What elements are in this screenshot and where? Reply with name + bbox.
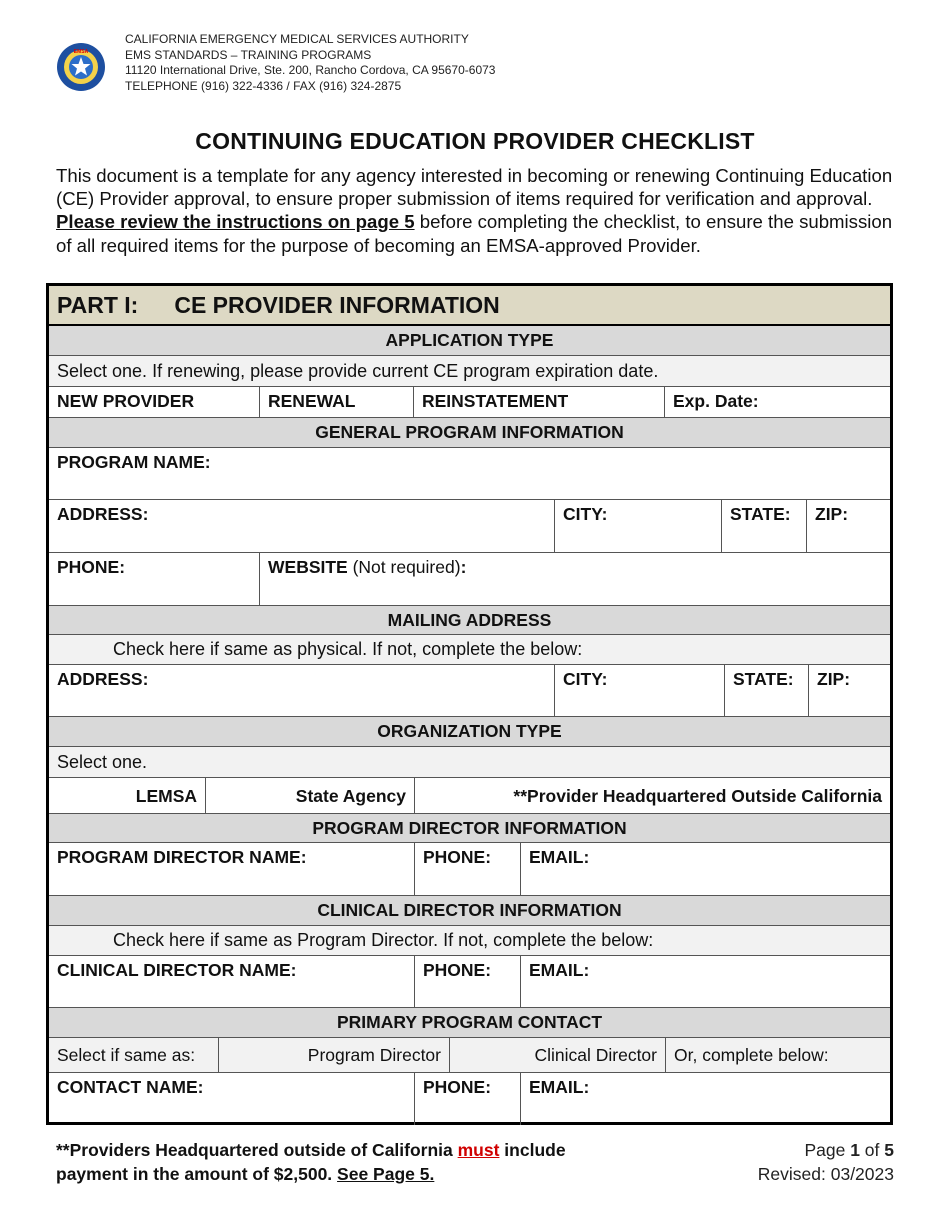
section-program-director: PROGRAM DIRECTOR INFORMATION — [49, 814, 890, 843]
page-title: CONTINUING EDUCATION PROVIDER CHECKLIST — [195, 128, 755, 154]
org-name: CALIFORNIA EMERGENCY MEDICAL SERVICES AUTHORITY — [125, 32, 469, 46]
section-primary-contact: PRIMARY PROGRAM CONTACT — [49, 1008, 890, 1038]
state-field[interactable]: STATE: — [722, 500, 807, 552]
lemsa-option[interactable]: LEMSA — [49, 778, 206, 813]
org-phone: TELEPHONE (916) 322-4336 / FAX (916) 324-2875 — [125, 78, 402, 93]
mailing-zip-field[interactable]: ZIP: — [817, 669, 851, 689]
program-name-field[interactable]: PROGRAM NAME: — [57, 452, 211, 472]
same-as-label: Select if same as: — [49, 1038, 219, 1072]
footer-note: **Providers Headquartered outside of California must include payment in the amount of $2,500. See Page 5. — [56, 1140, 566, 1184]
clinical-same-checkbox[interactable]: Check here if same as Program Director. If not, complete the below: — [49, 926, 890, 956]
mailing-state-field[interactable]: STATE: — [725, 665, 809, 716]
application-type-options — [49, 387, 890, 418]
zip-field[interactable]: ZIP: — [815, 504, 849, 524]
outside-california-option[interactable]: **Provider Headquartered Outside California — [513, 786, 882, 806]
city-field[interactable]: CITY: — [555, 500, 722, 552]
emsa-seal-icon — [56, 42, 106, 92]
division: EMS STANDARDS – TRAINING PROGRAMS — [125, 47, 372, 62]
contact-name-field[interactable]: CONTACT NAME: — [49, 1073, 415, 1125]
page-info — [758, 1138, 894, 1186]
new-provider-option[interactable]: NEW PROVIDER — [49, 387, 260, 417]
svg-text:EMSA: EMSA — [73, 49, 89, 55]
contact-phone-field[interactable]: PHONE: — [415, 1073, 521, 1125]
section-organization-type: ORGANIZATION TYPE — [49, 717, 890, 747]
mailing-same-checkbox[interactable]: Check here if same as physical. If not, complete the below: — [49, 635, 890, 665]
mailing-city-field[interactable]: CITY: — [555, 665, 725, 716]
renewal-option[interactable]: RENEWAL — [260, 387, 414, 417]
section-general-program: GENERAL PROGRAM INFORMATION — [49, 418, 890, 448]
letterhead — [56, 32, 856, 98]
reinstatement-option[interactable]: REINSTATEMENT — [414, 387, 665, 417]
part-header: PART I: CE PROVIDER INFORMATION — [49, 286, 890, 326]
address-field[interactable]: ADDRESS: — [49, 500, 555, 552]
phone-field[interactable]: PHONE: — [49, 553, 260, 605]
section-mailing-address: MAILING ADDRESS — [49, 606, 890, 635]
mailing-address-field[interactable]: ADDRESS: — [49, 665, 555, 716]
clinical-director-phone-field[interactable]: PHONE: — [415, 956, 521, 1007]
same-as-clinical-director-option[interactable]: Clinical Director — [450, 1038, 666, 1072]
org-address: 11120 International Drive, Ste. 200, Rancho Cordova, CA 95670-6073 — [125, 63, 496, 77]
instructions-link: Please review the instructions on page 5 — [56, 211, 415, 233]
same-as-program-director-option[interactable]: Program Director — [219, 1038, 450, 1072]
website-field[interactable]: WEBSITE (Not required): — [268, 557, 467, 577]
clinical-director-email-field[interactable]: EMAIL: — [529, 960, 590, 980]
exp-date-field[interactable]: Exp. Date: — [673, 391, 759, 411]
org-type-note: Select one. — [49, 747, 890, 778]
program-director-name-field[interactable]: PROGRAM DIRECTOR NAME: — [49, 843, 415, 895]
page-number: Page 1 of 5 — [804, 1140, 894, 1160]
provider-info-form — [46, 283, 893, 1125]
intro-paragraph: This document is a template for any agency interested in becoming or renewing Continuing Education (CE) Provider approval, to ensure proper submission of items required for verification and approval. Please review the instructions on page 5 before completing the checklist, to ensure the submission of all required items for the purpose of becoming an EMSA-approved Provider. — [56, 165, 893, 256]
application-type-note: Select one. If renewing, please provide current CE program expiration date. — [49, 356, 890, 387]
section-application-type: APPLICATION TYPE — [49, 326, 890, 356]
complete-below-label: Or, complete below: — [674, 1045, 829, 1065]
state-agency-option[interactable]: State Agency — [206, 778, 415, 813]
contact-email-field[interactable]: EMAIL: — [529, 1077, 590, 1097]
see-page-5-link: See Page 5. — [337, 1164, 435, 1184]
section-clinical-director: CLINICAL DIRECTOR INFORMATION — [49, 896, 890, 926]
program-director-phone-field[interactable]: PHONE: — [415, 843, 521, 895]
clinical-director-name-field[interactable]: CLINICAL DIRECTOR NAME: — [49, 956, 415, 1007]
revised-date: Revised: 03/2023 — [757, 1164, 894, 1184]
program-director-email-field[interactable]: EMAIL: — [529, 847, 590, 867]
